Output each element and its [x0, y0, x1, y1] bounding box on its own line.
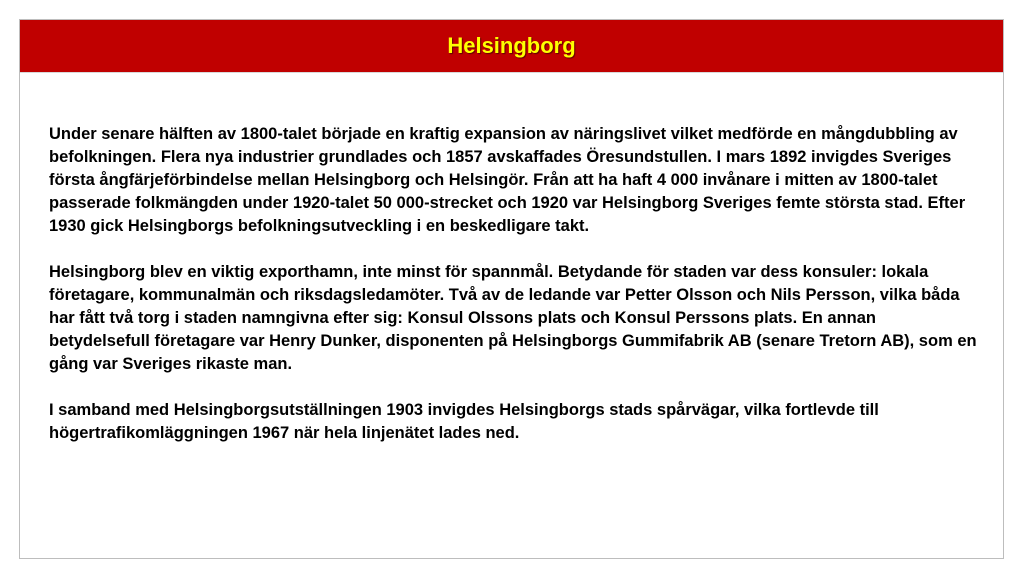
slide-body — [49, 123, 979, 468]
slide-title: Helsingborg — [447, 33, 576, 58]
title-divider — [20, 72, 1003, 73]
paragraph-tramways: I samband med Helsingborgsutställningen 1903 invigdes Helsingborgs stads spårvägar, vilka fortlevde till högertrafikomläggningen 1967 när hela linjenätet lades ned. — [49, 401, 879, 442]
paragraph-consuls: Helsingborg blev en viktig exporthamn, inte minst för spannmål. Betydande för staden var dess konsuler: lokala företagare, kommunalmän och riksdagsledamöter. Två av de ledande var Petter Olsson och Nils Persson, vilka båda har fått två torg i staden namngivna efter sig: Konsul Olssons plats och Konsul Perssons plats. En annan betydelsefull företagare var Henry Dunker, disponenten på Helsingborgs Gummifabrik AB (senare Tretorn AB), som en gång var Sveriges rikaste man. — [49, 263, 977, 373]
title-bar — [20, 20, 1003, 72]
paragraph-history: Under senare hälften av 1800-talet började en kraftig expansion av näringslivet vilket medförde en mångdubbling av befolkningen. Flera nya industrier grundlades och 1857 avskaffades Öresundstullen. I mars 1892 invigdes Sveriges första ångfärjeförbindelse mellan Helsingborg och Helsingör. Från att ha haft 4 000 invånare i mitten av 1800-talet passerade folkmängden under 1920-talet 50 000-strecket och 1920 var Helsingborg Sveriges femte största stad. Efter 1930 gick Helsingborgs befolkningsutveckling i en beskedligare takt. — [49, 125, 966, 235]
slide — [19, 19, 1004, 559]
